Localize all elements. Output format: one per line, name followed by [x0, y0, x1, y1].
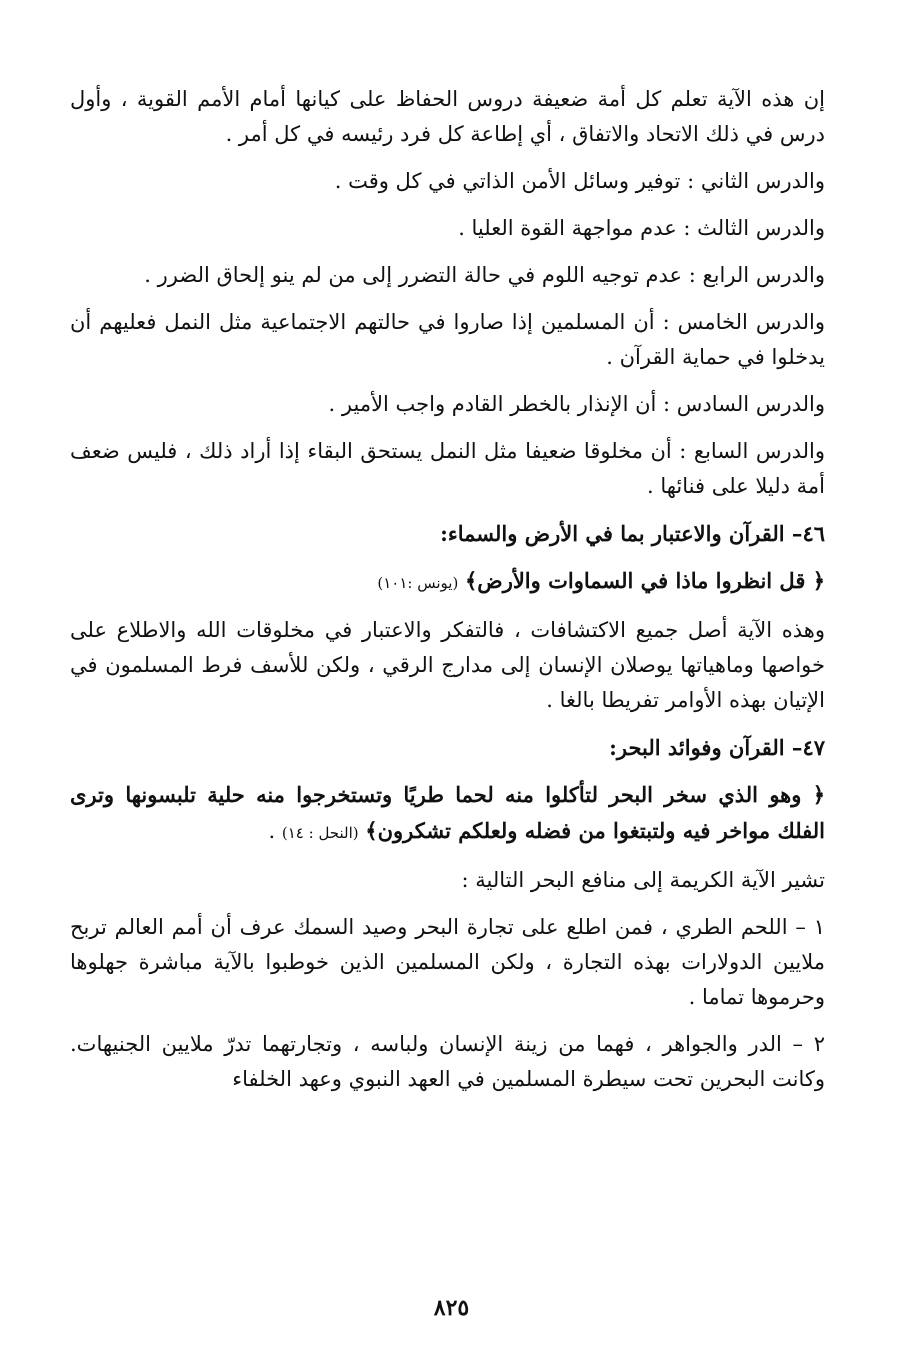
section-heading-47: ٤٧– القرآن وفوائد البحر: — [609, 735, 825, 760]
list-item-2: ٢ – الدر والجواهر ، فهما من زينة الإنسان ولباسه ، وتجارتهما تدرّ ملايين الجنيهات. وكانت البحرين تحت سيطرة المسلمين في العهد النبوي وعهد الخلفاء — [70, 1032, 825, 1091]
page-body — [70, 82, 845, 1109]
verse-47 — [70, 777, 845, 851]
paragraph-lesson-4: والدرس الرابع : عدم توجيه اللوم في حالة التضرر إلى من لم ينو إلحاق الضرر . — [144, 263, 825, 287]
paragraph-lesson-3: والدرس الثالث : عدم مواجهة القوة العليا . — [458, 216, 825, 240]
verse-ref-47: (النحل : ١٤) — [281, 824, 359, 842]
verse-ref-46: (يونس :١٠١) — [377, 574, 459, 592]
verse-ref-47-end: . — [268, 819, 282, 843]
list-item-1: ١ – اللحم الطري ، فمن اطلع على تجارة البحر وصيد السمك عرف أن أمم العالم تربح ملايين الدولارات بهذه التجارة ، ولكن المسلمين الذين خوطبوا بالآية مباشرة جهلوها وحرموها تماما . — [70, 915, 825, 1009]
paragraph-lesson-6: والدرس السادس : أن الإنذار بالخطر القادم واجب الأمير . — [328, 392, 825, 416]
paragraph-46-body: وهذه الآية أصل جميع الاكتشافات ، فالتفكر والاعتبار في مخلوقات الله والاطلاع على خواصها وماهياتها يوصلان الإنسان إلى مدارج الرقي ، ولكن للأسف فرط المسلمون في الإتيان بهذه الأوامر تفريطا بالغا . — [70, 618, 825, 712]
paragraph-lesson-7: والدرس السابع : أن مخلوقا ضعيفا مثل النمل يستحق البقاء إذا أراد ذلك ، فليس ضعف أمة دليلا على فنائها . — [70, 439, 825, 498]
verse-text-47: ﴿ وهو الذي سخر البحر لتأكلوا منه لحما طريًا وتستخرجوا منه حلية تلبسونها وترى الفلك مواخر فيه ولتبتغوا من فضله ولعلكم تشكرون﴾ — [70, 782, 825, 843]
verse-46 — [70, 563, 845, 601]
section-heading-46: ٤٦– القرآن والاعتبار بما في الأرض والسماء: — [440, 521, 825, 546]
paragraph-intro: إن هذه الآية تعلم كل أمة ضعيفة دروس الحفاظ على كيانها أمام الأمم القوية ، وأول درس في ذلك الاتحاد والاتفاق ، أي إطاعة كل فرد رئيسه في كل أمر . — [70, 87, 825, 146]
page-number: ٨٢٥ — [433, 1295, 470, 1321]
paragraph-lesson-5: والدرس الخامس : أن المسلمين إذا صاروا في حالتهم الاجتماعية مثل النمل فعليهم أن يدخلوا في حماية القرآن . — [70, 310, 825, 369]
paragraph-lesson-2: والدرس الثاني : توفير وسائل الأمن الذاتي في كل وقت . — [334, 169, 825, 193]
verse-text-46: ﴿ قل انظروا ماذا في السماوات والأرض﴾ — [465, 568, 825, 593]
paragraph-47-intro: تشير الآية الكريمة إلى منافع البحر التالية : — [461, 868, 825, 892]
